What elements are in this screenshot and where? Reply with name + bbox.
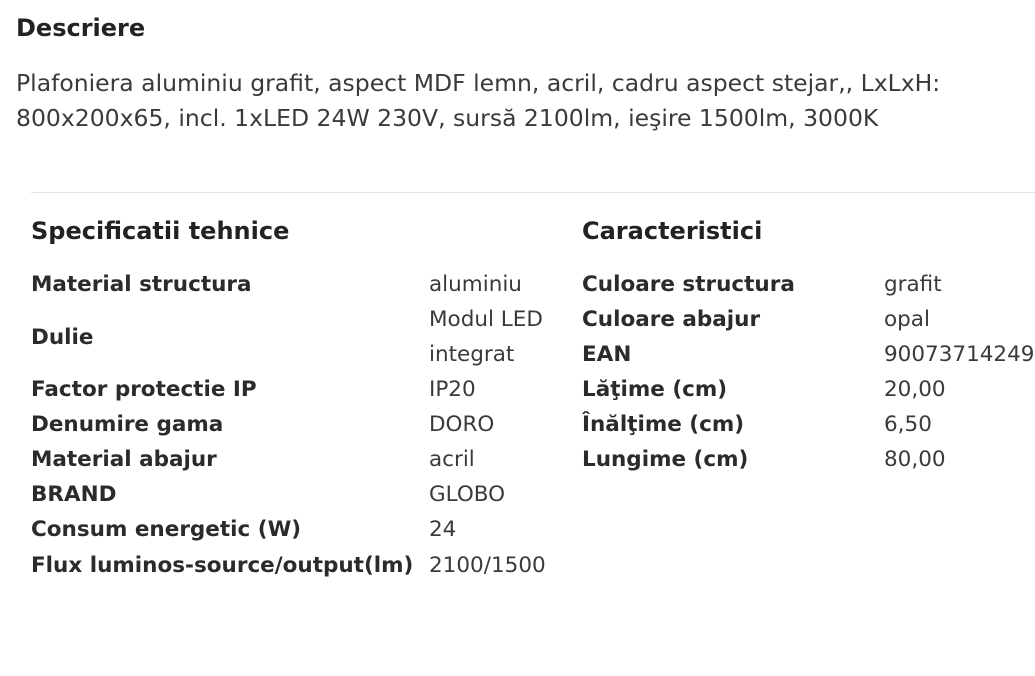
spec-value: aluminiu	[429, 272, 522, 297]
char-value: 20,00	[884, 377, 946, 402]
spec-label: Dulie	[31, 324, 94, 350]
char-label: EAN	[582, 342, 632, 367]
spec-value: 2100/1500	[429, 553, 546, 578]
description-text: Plafoniera aluminiu grafit, aspect MDF lemn, acril, cadru aspect stejar,, LxLxH: 800x200x65, incl. 1xLED 24W 230V, sursă 2100lm, ieşire 1500lm, 3000K	[16, 69, 941, 132]
spec-value: DORO	[429, 412, 495, 437]
char-row-latime	[582, 372, 1035, 407]
char-value: 80,00	[884, 447, 946, 472]
char-row-ean	[582, 337, 1035, 372]
char-row-inaltime	[582, 407, 1035, 442]
char-value: 90073714249	[884, 342, 1035, 367]
specs-title: Specificatii tehnice	[31, 217, 290, 245]
section-divider	[31, 192, 1035, 193]
spec-row-factor-protectie-ip	[31, 372, 569, 407]
char-label: Înălţime (cm)	[582, 412, 745, 437]
spec-label: BRAND	[31, 482, 117, 507]
spec-label: Consum energetic (W)	[31, 517, 302, 542]
spec-row-brand	[31, 477, 569, 512]
char-value: opal	[884, 307, 930, 332]
spec-label: Material abajur	[31, 447, 217, 472]
spec-value: 24	[429, 517, 457, 542]
spec-row-flux-luminos	[31, 548, 569, 583]
spec-label: Factor protectie IP	[31, 377, 257, 402]
spec-label: Flux luminos-source/output(lm)	[31, 553, 414, 578]
char-label: Culoare structura	[582, 272, 795, 297]
char-label: Lungime (cm)	[582, 447, 749, 472]
spec-value: acril	[429, 447, 475, 472]
spec-row-denumire-gama	[31, 407, 569, 442]
characteristics-title: Caracteristici	[582, 217, 763, 245]
spec-label: Denumire gama	[31, 412, 224, 437]
spec-value: Modul LED integrat	[429, 307, 543, 367]
description-heading: Descriere	[16, 14, 146, 42]
spec-label: Material structura	[31, 272, 252, 297]
char-value: 6,50	[884, 412, 932, 437]
spec-value: GLOBO	[429, 482, 506, 507]
spec-row-material-structura	[31, 267, 569, 302]
spec-row-material-abajur	[31, 442, 569, 477]
spec-value: IP20	[429, 377, 476, 402]
spec-row-consum-energetic	[31, 512, 569, 547]
char-row-culoare-structura	[582, 267, 1035, 302]
char-value: grafit	[884, 272, 942, 297]
char-label: Lăţime (cm)	[582, 377, 728, 402]
char-row-lungime	[582, 442, 1035, 477]
spec-row-dulie	[31, 302, 569, 372]
char-label: Culoare abajur	[582, 307, 761, 332]
char-row-culoare-abajur	[582, 302, 1035, 337]
